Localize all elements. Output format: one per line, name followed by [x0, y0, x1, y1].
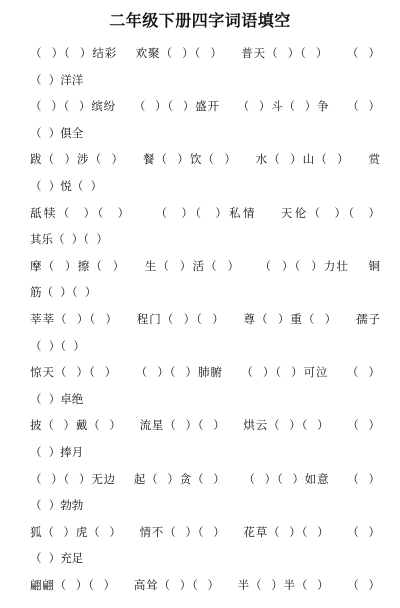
exercise-line: （ ）（ ）缤纷 （ ）（ ）盛开 （ ）斗（ ）争 （ ） [30, 99, 380, 114]
exercise-line: 披（ ）戴（ ） 流星（ ）（ ） 烘云（ ）（ ） （ ） [30, 418, 380, 433]
exercise-line-continuation: （ ）充足 [30, 551, 84, 566]
exercise-line: （ ）（ ）无边 起（ ）贪（ ） （ ）（ ）如意 （ ） [30, 471, 380, 486]
exercise-line-continuation: 筋（ ）（ ） [30, 285, 97, 300]
exercise-line-continuation: （ ）捧月 [30, 444, 84, 459]
exercise-line-continuation: （ ）俱全 [30, 125, 84, 140]
exercise-line: 舐犊（ ）（ ） （ ）（ ）私情 天伦（ ）（ ） [30, 205, 380, 220]
exercise-line-continuation: （ ）卓绝 [30, 391, 84, 406]
exercise-line-continuation: 其乐（ ）（ ） [30, 232, 108, 247]
exercise-line: 惊天（ ）（ ） （ ）（ ）肺腑 （ ）（ ）可泣 （ ） [30, 365, 380, 380]
worksheet-title: 二年级下册四字词语填空 [109, 11, 291, 30]
exercise-line-continuation: （ ）勃勃 [30, 498, 84, 513]
exercise-line: 狐（ ）虎（ ） 情不（ ）（ ） 花草（ ）（ ） （ ） [30, 524, 380, 539]
exercise-line: 跋（ ）涉（ ） 餐（ ）饮（ ） 水（ ）山（ ） 赏 [30, 152, 380, 167]
exercise-line-continuation: （ ）（ ） [30, 338, 85, 353]
exercise-line-continuation: （ ）洋洋 [30, 72, 84, 87]
exercise-line: （ ）（ ）结彩 欢聚（ ）（ ） 普天（ ）（ ） （ ） [30, 46, 380, 60]
exercise-line: 莘莘（ ）（ ） 程门（ ）（ ） 尊（ ）重（ ） 孺子 [30, 311, 380, 326]
exercise-line: 翩翩（ ）（ ） 高耸（ ）（ ） 半（ ）半（ ） （ ） [30, 577, 380, 592]
fill-in-lines [30, 40, 380, 598]
exercise-line: 摩（ ）擦（ ） 生（ ）活（ ） （ ）（ ）力壮 铜 [30, 258, 380, 273]
exercise-line-continuation: （ ）悦（ ） [30, 178, 103, 193]
